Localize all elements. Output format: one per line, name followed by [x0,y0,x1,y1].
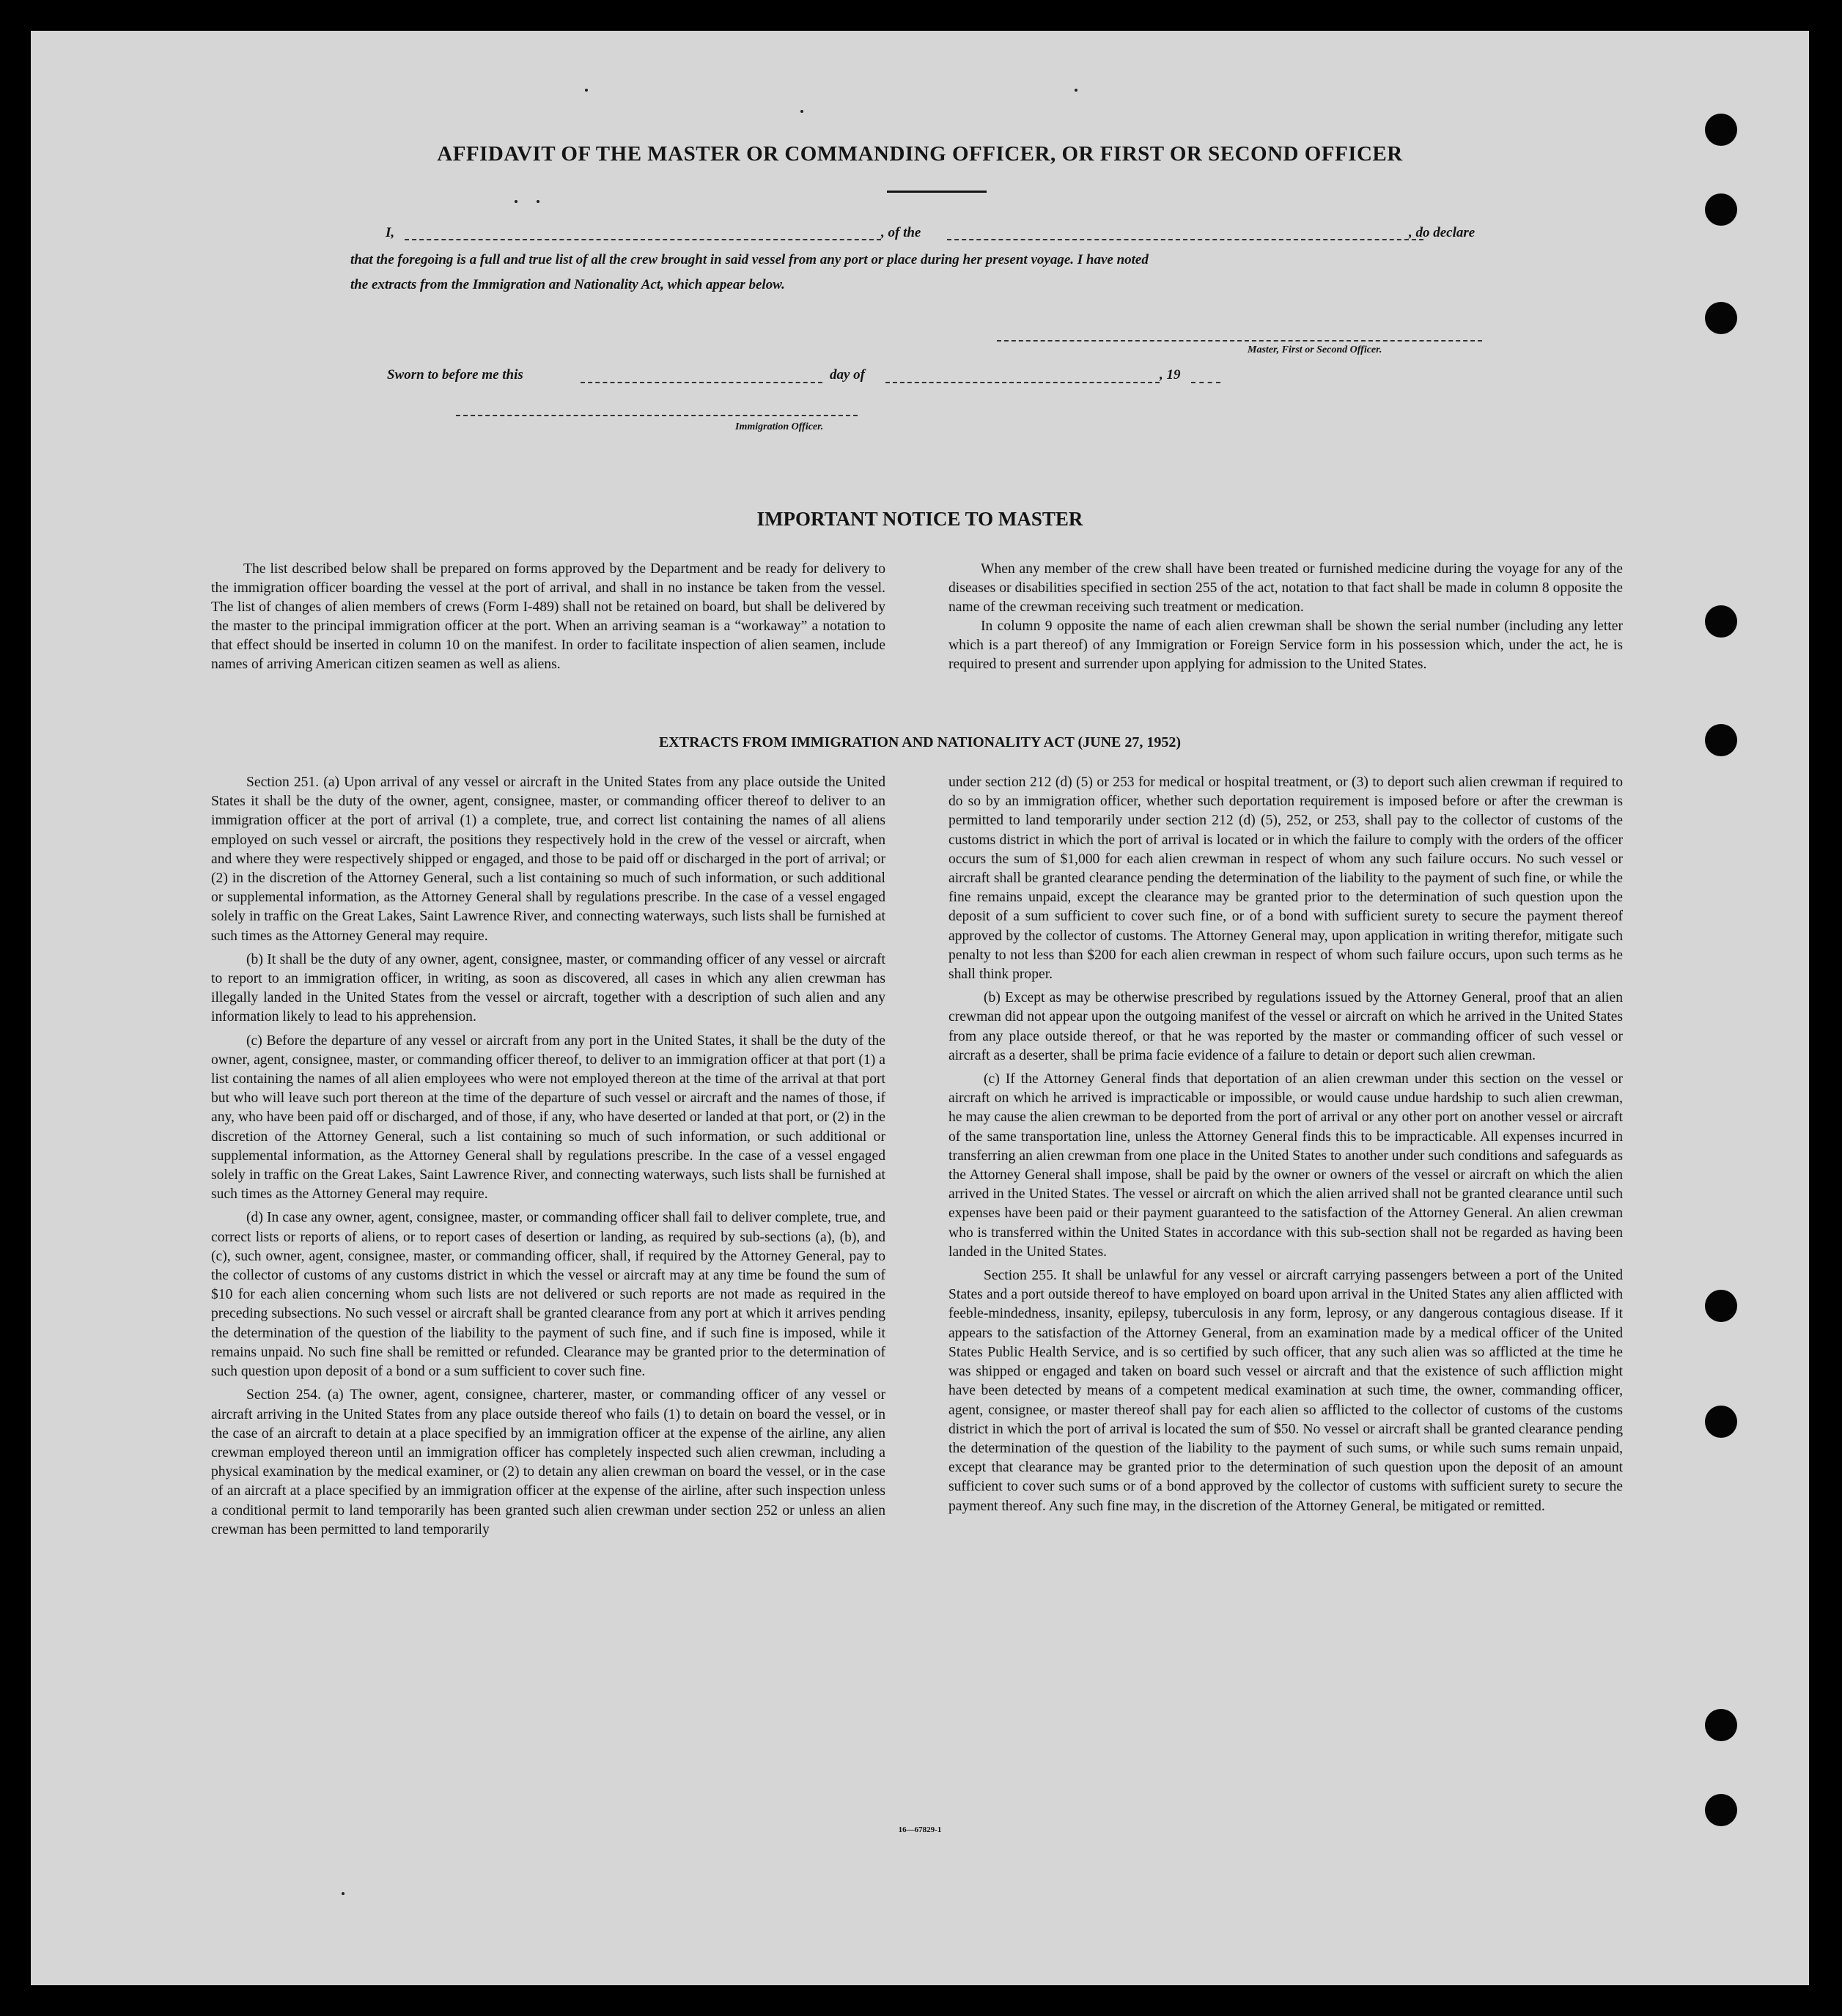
punch-hole [1705,1709,1737,1741]
decl-line-3: the extracts from the Immigration and Nationality Act, which appear below. [350,277,785,292]
punch-hole [1705,1290,1737,1322]
decl-of-the-label: , of the [881,225,921,240]
sworn-month-field[interactable] [885,382,1160,383]
speck [537,200,539,203]
punch-hole [1705,114,1737,146]
notice-heading: IMPORTANT NOTICE TO MASTER [756,508,1083,530]
form-code: 16—67829-1 [898,1825,942,1834]
name-field[interactable] [405,239,881,240]
section-254a-part-2: under section 212 (d) (5) or 253 for medical or hospital treatment, or (3) to deport such alien crewman if required to do so by an immigration officer, whether such deportation requirement is imposed before or after the crewman is permitted to land temporarily under section 212 (d) (5), 252, or 253, shall pay to the collector of customs of the customs district in which the port of arrival is located or in which the failure to comply with the orders of the officer occurs the sum of $1,000 for each alien crewman in respect of whom any such failure occurs. No such vessel or aircraft shall be granted clearance pending the determination of the liability to the payment of such fine, or while the fine remains unpaid, except the clearance may be granted prior to the determination of such question upon the deposit of a sum sufficient to cover such fine, or of a bond with sufficient surety to secure the payment thereof approved by the collector of customs. The Attorney General may, upon application in writing therefor, mitigate such penalty to not less than $200 for each alien crewman in respect of whom such failure occurs, upon such terms as he shall think proper. [948,775,1623,983]
section-254c: (c) If the Attorney General finds that deportation of an alien crewman under this section on the vessel or aircraft on which he arrived is impracticable or impossible, or would cause undue hardship to such alien crewman, he may cause the alien crewman to be deported from the port of arrival or any other port on another vessel or aircraft of the same transportation line, unless the Attorney General finds this to be impracticable. All expenses incurred in transferring an alien crewman from one place in the United States to another under such conditions and safeguards as the Attorney General shall impose, shall be paid by the owner or owners of the vessel or aircraft on which the alien arrived in the United States. The vessel or aircraft on which the alien arrived shall not be granted clearance until such expenses have been paid or their payment guaranteed to the satisfaction of the Attorney General. An alien crewman who is transferred within the United States in accordance with this sub-section shall not be regarded as having been landed in the United States. [948,1071,1623,1260]
notice-left-column [211,560,885,674]
speck [585,89,588,92]
decl-line-2: that the foregoing is a full and true list of all the crew brought in said vessel from any port or place during her present voyage. I have noted [350,252,1149,267]
vessel-field[interactable] [947,239,1423,240]
section-251b: (b) It shall be the duty of any owner, agent, consignee, master, or commanding officer of any vessel or aircraft to report to an immigration officer, in writing, as soon as discovered, all cases in which any alien crewman has illegally landed in the United States from the vessel or aircraft, together with a description of such alien and any information likely to lead to his apprehension. [211,951,885,1025]
affidavit-title: AFFIDAVIT OF THE MASTER OR COMMANDING OFFICER, OR FIRST OR SECOND OFFICER [437,142,1403,166]
notice-right-column [948,560,1623,674]
section-254b: (b) Except as may be otherwise prescribed by regulations issued by the Attorney General, proof that an alien crewman did not appear upon the outgoing manifest of the vessel or aircraft on which he arrived in the United States from any place outside thereof, or that he was reported by the master or commanding officer of such vessel or aircraft as a deserter, shall be prima facie evidence of a failure to detain or deport such alien crewman. [948,990,1623,1063]
section-251a: Section 251. (a) Upon arrival of any vessel or aircraft in the United States from any place outside the United States it shall be the duty of the owner, agent, consignee, master, or commanding officer thereof to deliver to an immigration officer at the port of arrival (1) a complete, true, and correct list containing the names of all aliens employed on such vessel or aircraft, the positions they respectively hold in the crew of the vessel or aircraft, when and where they were respectively shipped or engaged, and those to be paid off or discharged in the port of arrival; or (2) in the discretion of the Attorney General, such a list containing so much of such information, or such additional or supplemental information, as the Attorney General shall by regulations prescribe. In the case of a vessel engaged solely in traffic on the Great Lakes, Saint Lawrence River, and connecting waterways, such lists shall be furnished at such times as the Attorney General may require. [211,775,885,944]
year-prefix-label: , 19 [1160,367,1181,383]
punch-hole [1705,193,1737,226]
master-signature-label: Master, First or Second Officer. [1248,344,1382,355]
notice-right-paragraph-2: In column 9 opposite the name of each alien crewman shall be shown the serial number (including any letter which is a part thereof) of any Immigration or Foreign Service form in his possession which, under the act, he is required to present and surrender upon applying for admission to the United States. [948,619,1623,672]
decl-do-declare-label: , do declare [1409,225,1476,240]
master-signature-field[interactable] [997,340,1482,341]
section-254a-part-1: Section 254. (a) The owner, agent, consignee, charterer, master, or commanding officer of any vessel or aircraft arriving in the United States from any place outside thereof who fails (1) to detain on board the vessel, or in the case of an aircraft to detain at a place specified by an immigration officer at the expense of the airline, any alien crewman employed thereon until an immigration officer has completely inspected such alien crewman, including a physical examination by the medical examiner, or (2) to detain any alien crewman on board the vessel, or in the case of an aircraft at a place specified by an immigration officer at the expense of the airline, after such inspection unless a conditional permit to land temporarily has been granted such alien crewman under section 252 or unless an alien crewman has been permitted to land temporarily [211,1387,885,1537]
sworn-label: Sworn to before me this [387,367,523,383]
notice-right-paragraph-1: When any member of the crew shall have been treated or furnished medicine during the voyage for any of the diseases or disabilities specified in section 255 of the act, notation to that fact shall be made in column 8 opposite the name of the crewman receiving such treatment or medication. [948,561,1623,615]
extracts-right-column [948,773,1623,1521]
section-251d: (d) In case any owner, agent, consignee, master, or commanding officer shall fail to deliver complete, true, and correct lists or reports of aliens, or to report cases of desertion or landing, as required by sub-sections (a), (b), and (c), such owner, agent, consignee, master, or commanding officer, shall, if required by the Attorney General, pay to the collector of customs of any customs district in which the vessel or aircraft may at any time be found the sum of $10 for each alien concerning whom such lists are not delivered or such reports are not made as required in the preceding subsections. No such vessel or aircraft shall be granted clearance from any port at which it arrives pending the determination of the question of the liability to the payment of such fine, and if such fine is imposed, while it remains unpaid. No such fine shall be remitted or refunded. Clearance may be granted prior to the determination of such question upon deposit of a bond or a sum sufficient to cover such fine. [211,1210,885,1380]
officer-signature-field[interactable] [456,415,858,416]
day-of-label: day of [830,367,866,383]
sworn-year-field[interactable] [1191,382,1220,383]
section-255: Section 255. It shall be unlawful for any vessel or aircraft carrying passengers between a port of the United States and a port outside thereof to have employed on board upon arrival in the United States any alien afflicted with feeble-mindedness, insanity, epilepsy, tuberculosis in any form, leprosy, or any dangerous contagious disease. If it appears to the satisfaction of the Attorney General, from an examination made by a medical officer of the United States Public Health Service, and is so certified by such officer, that any such alien was so afflicted at the time he was shipped or engaged and taken on board such vessel or aircraft and that the existence of such affliction might have been detected by means of a competent medical examination at such time, the owner, commanding officer, agent, consignee, or master thereof shall pay for each alien so afflicted to the collector of customs of the customs district in which the port of arrival is located the sum of $50. No vessel or aircraft shall be granted clearance pending the determination of the question of the liability to the payment of such sums, or while such sums remain unpaid, except that clearance may be granted prior to the determination of such question upon the deposit of an amount sufficient to cover such sums or of a bond approved by the collector of customs with sufficient surety to secure the payment thereof. Any such fine may, in the discretion of the Attorney General, be mitigated or remitted. [948,1268,1623,1514]
section-251c: (c) Before the departure of any vessel or aircraft from any port in the United States, it shall be the duty of the owner, agent, consignee, master, or commanding officer thereof, to deliver to an immigration officer at that port (1) a list containing the names of all alien employees who were not employed thereon at the time of the arrival at that port but who will leave such port thereon at the time of the departure of such vessel or aircraft and the names of those, if any, who have been paid off or discharged, and of those, if any, who have deserted or landed at that port, or (2) in the discretion of the Attorney General, such a list containing so much of such information, or such additional or supplemental information, as the Attorney General shall by regulations prescribe. In the case of a vessel engaged solely in traffic on the Great Lakes, Saint Lawrence River, and connecting waterways, such lists shall be furnished at such times as the Attorney General may require. [211,1033,885,1203]
punch-hole [1705,302,1737,334]
officer-signature-label: Immigration Officer. [735,421,824,432]
speck [1075,89,1077,92]
extracts-left-column [211,773,885,1544]
punch-hole [1705,605,1737,638]
punch-hole [1705,1406,1737,1438]
sworn-day-field[interactable] [581,382,822,383]
document-page [31,31,1809,1985]
speck [342,1892,345,1895]
punch-hole [1705,1794,1737,1826]
speck [800,110,803,113]
decl-i-label: I, [386,225,395,240]
title-underline [887,191,987,193]
extracts-heading: EXTRACTS FROM IMMIGRATION AND NATIONALITY ACT (JUNE 27, 1952) [658,734,1182,750]
notice-left-paragraph: The list described below shall be prepared on forms approved by the Department and be ready for delivery to the immigration officer boarding the vessel at the port of arrival, and shall in no instance be taken from the vessel. The list of changes of alien members of crews (Form I-489) shall not be retained on board, but shall be delivered by the master to the principal immigration officer at the port. When an arriving seaman is a “workaway” a notation to that effect should be inserted in column 10 on the manifest. In order to facilitate inspection of alien seamen, include names of arriving American citizen seamen as well as aliens. [211,561,885,672]
speck [515,200,517,203]
